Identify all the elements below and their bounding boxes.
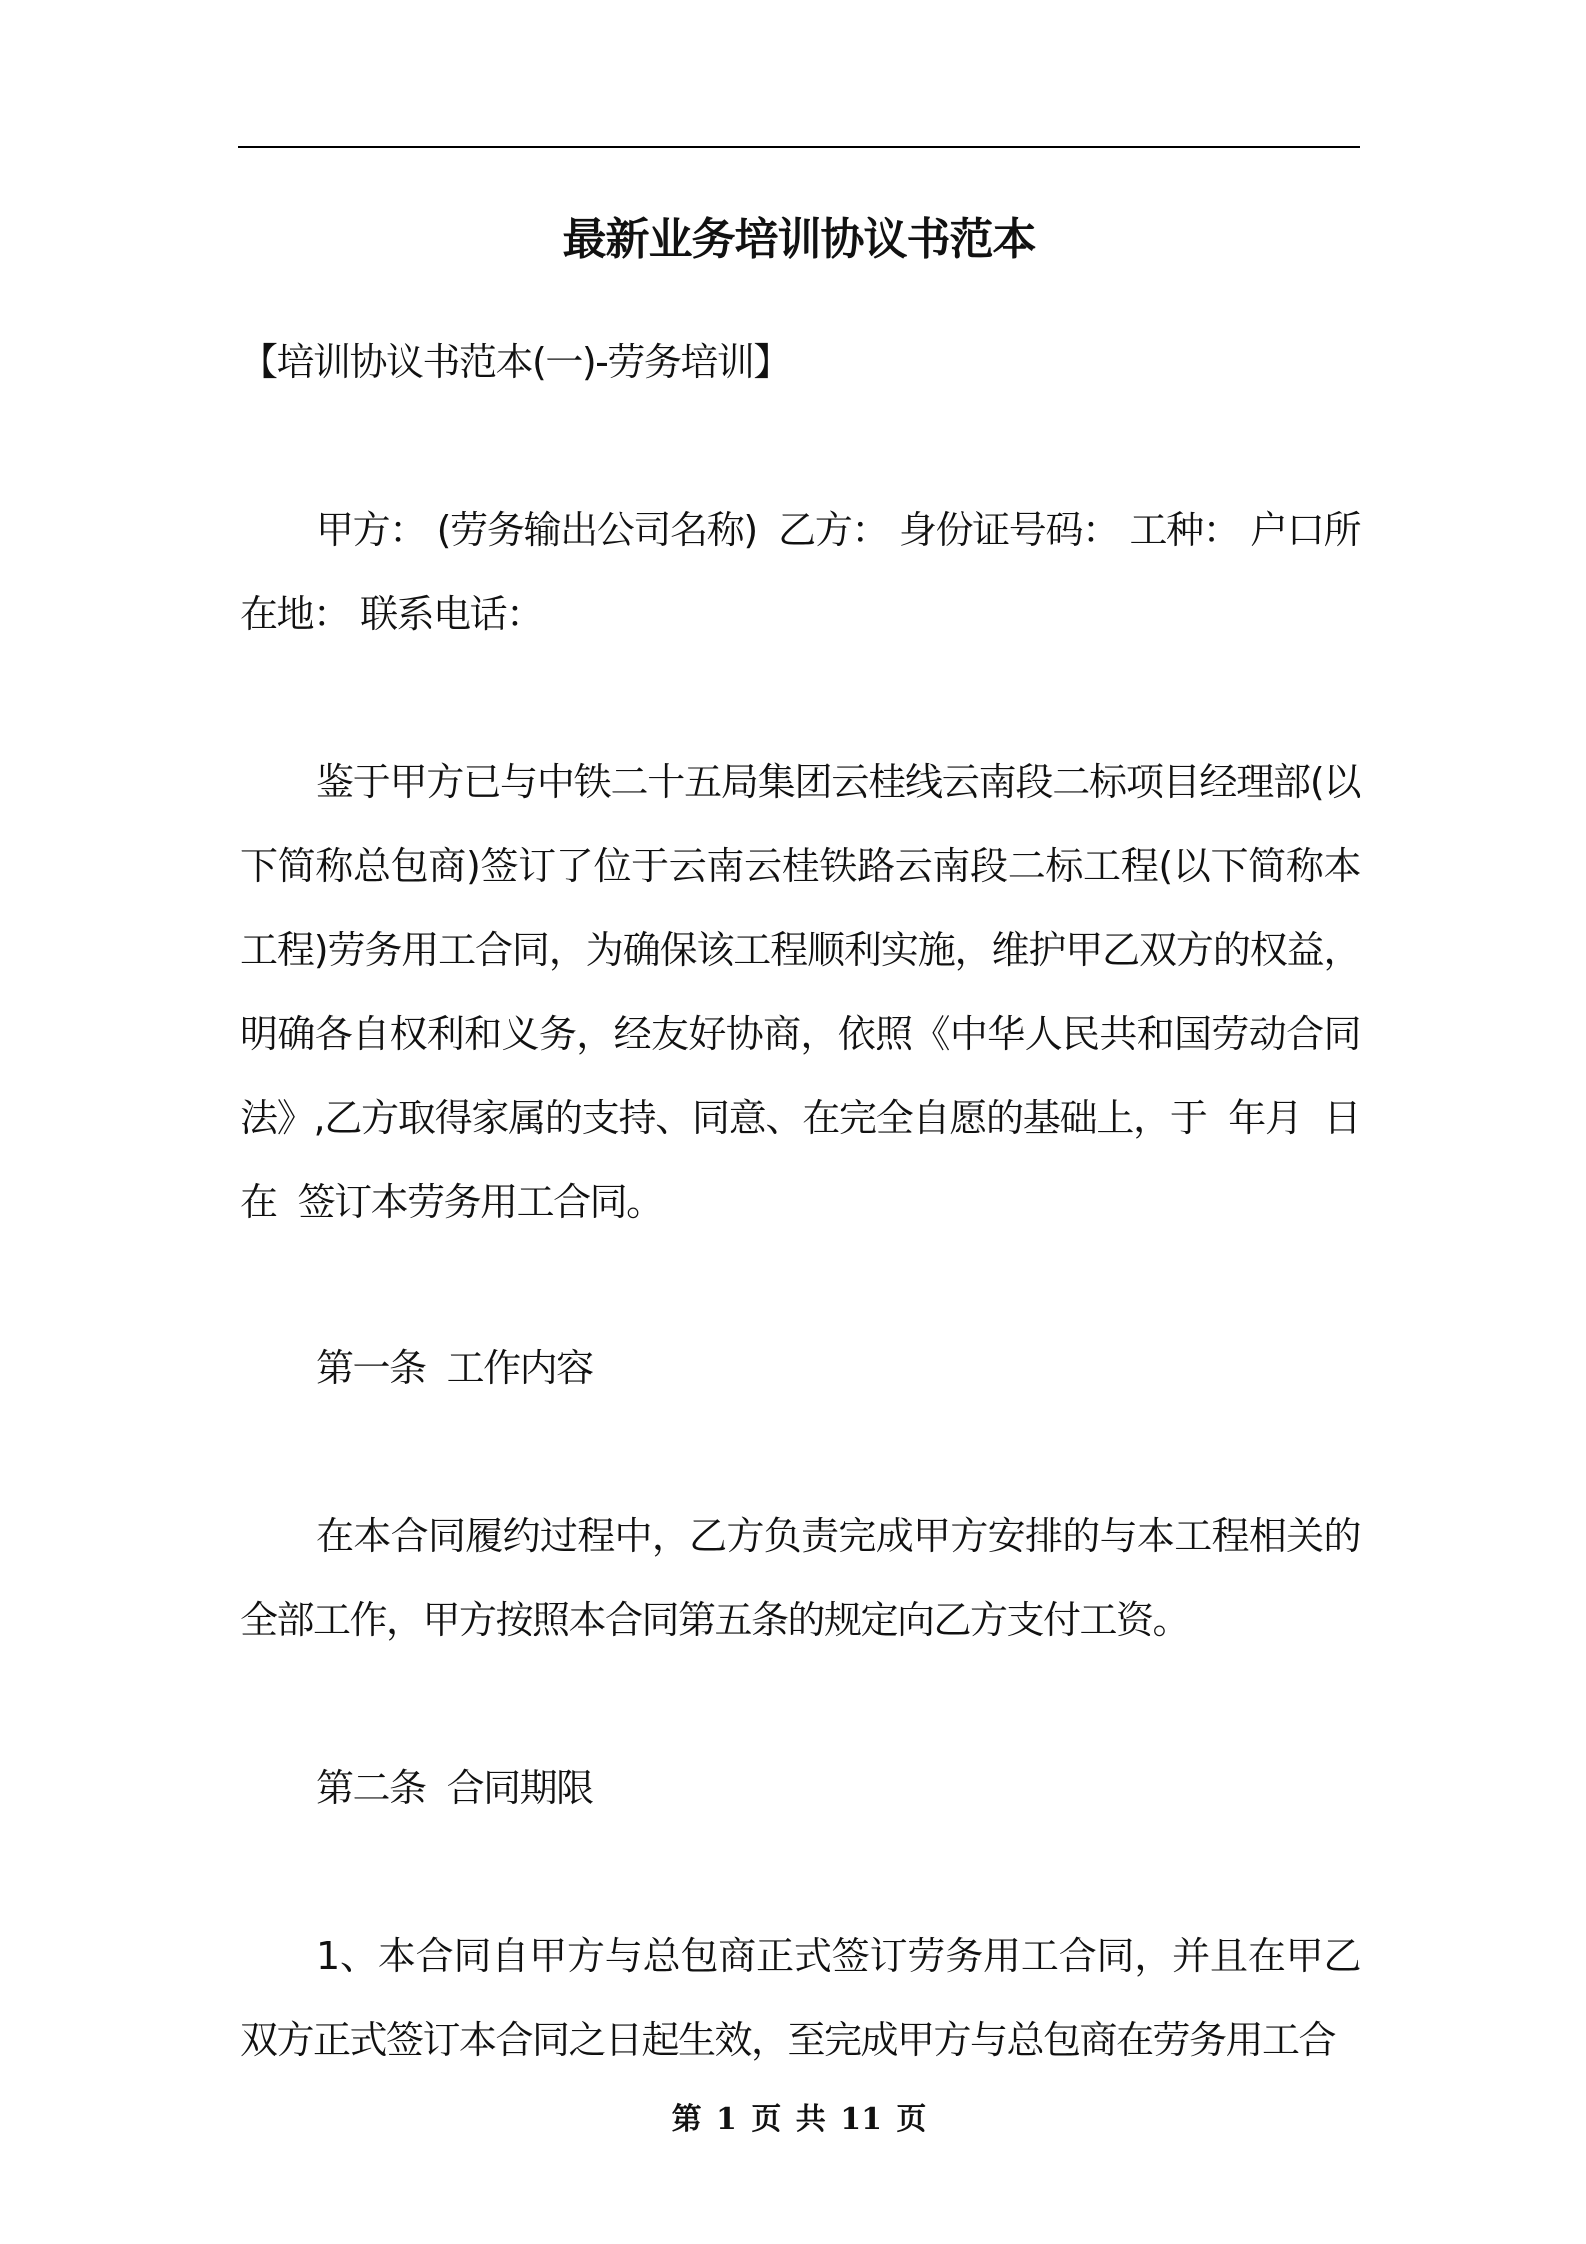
preamble-paragraph: 鉴于甲方已与中铁二十五局集团云桂线云南段二标项目经理部(以下简称总包商)签订了位于云南云桂铁路云南段二标工程(以下简称本工程)劳务用工合同，为确保该工程顺利实施，维护甲乙双方的权益，明确各自权利和义务，经友好协商，依照《中华人民共和国劳动合同法》,乙方取得家属的支持、同意、在完全自愿的基础上，于 年月 日在 签订本劳务用工合同。 xyxy=(240,760,1360,1224)
document-subtitle: 【培训协议书范本(一)-劳务培训】 xyxy=(240,340,790,384)
page-number-footer: 第 1 页 共 11 页 xyxy=(671,2102,927,2137)
article-1-paragraph: 在本合同履约过程中，乙方负责完成甲方安排的与本工程相关的全部工作，甲方按照本合同第五条的规定向乙方支付工资。 xyxy=(240,1514,1360,1642)
header-rule xyxy=(238,146,1360,148)
parties-paragraph: 甲方： (劳务输出公司名称) 乙方： 身份证号码： 工种： 户口所在地： 联系电话： xyxy=(240,508,1360,636)
article-2-heading: 第二条 合同期限 xyxy=(316,1766,593,1810)
article-1-heading: 第一条 工作内容 xyxy=(316,1346,593,1390)
document-title: 最新业务培训协议书范本 xyxy=(562,214,1036,265)
article-2-item-1: 1、本合同自甲方与总包商正式签订劳务用工合同，并且在甲乙双方正式签订本合同之日起生效，至完成甲方与总包商在劳务用工合 xyxy=(240,1934,1360,2062)
